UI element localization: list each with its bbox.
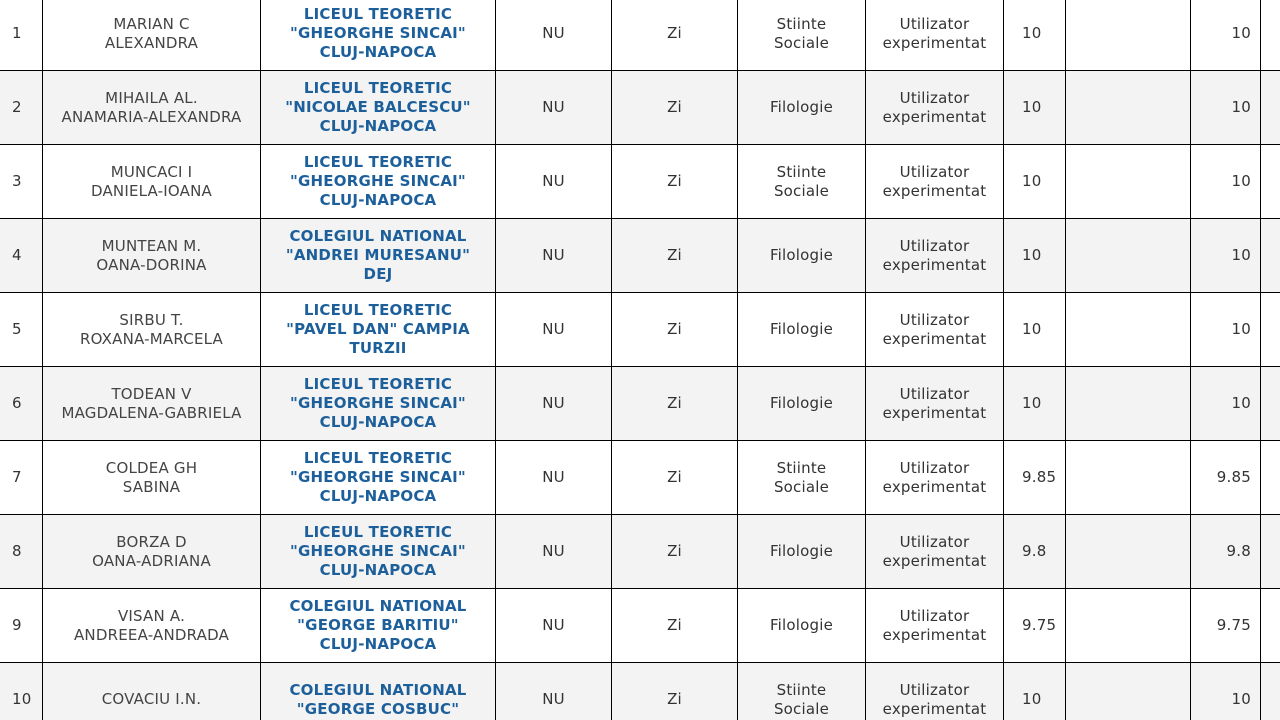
school-cell-line: "NICOLAE BALCESCU" — [285, 98, 471, 116]
row-number-cell: 10 — [0, 663, 43, 720]
final-grade-cell: 10 — [1191, 293, 1261, 367]
level-cell — [866, 515, 1004, 589]
candidate-name-cell-line: DANIELA-IOANA — [90, 181, 213, 200]
candidate-name-cell — [43, 589, 261, 663]
grade-cell: 10 — [1004, 145, 1066, 219]
school-cell — [261, 0, 496, 71]
school-cell — [261, 367, 496, 441]
level-cell-line: Utilizator — [899, 606, 970, 625]
level-cell-line: experimentat — [882, 477, 987, 496]
candidate-name-cell-line: SABINA — [122, 477, 181, 496]
school-cell-line: LICEUL TEORETIC — [303, 5, 453, 23]
table-edge-cell — [1261, 589, 1280, 663]
row-number-cell: 5 — [0, 293, 43, 367]
profile-cell — [738, 145, 866, 219]
final-grade-cell: 9.8 — [1191, 515, 1261, 589]
flag-cell: NU — [496, 367, 612, 441]
grade-cell: 10 — [1004, 219, 1066, 293]
profile-cell — [738, 367, 866, 441]
school-cell-line: CLUJ-NAPOCA — [319, 117, 437, 135]
level-cell — [866, 589, 1004, 663]
candidate-name-cell-line: MUNCACI I — [110, 162, 193, 181]
candidate-name-cell-line: MIHAILA AL. — [105, 88, 198, 107]
candidate-name-cell — [43, 219, 261, 293]
flag-cell: NU — [496, 589, 612, 663]
school-cell-line: LICEUL TEORETIC — [303, 375, 453, 393]
school-cell-line: CLUJ-NAPOCA — [319, 487, 437, 505]
candidate-name-cell-line: OANA-ADRIANA — [92, 551, 211, 570]
level-cell-line: experimentat — [882, 107, 987, 126]
level-cell-line: Utilizator — [899, 88, 970, 107]
school-cell-line: LICEUL TEORETIC — [303, 301, 453, 319]
candidate-name-cell-line: ANDREEA-ANDRADA — [73, 625, 230, 644]
row-number-cell: 1 — [0, 0, 43, 71]
level-cell-line: experimentat — [882, 329, 987, 348]
level-cell-line: experimentat — [882, 403, 987, 422]
candidate-name-cell-line: COVACIU I.N. — [101, 690, 202, 708]
flag-cell: NU — [496, 71, 612, 145]
profile-cell-line: Stiinte — [776, 458, 827, 477]
profile-cell-line: Filologie — [769, 542, 834, 560]
school-cell-line: "GEORGE COSBUC" — [296, 699, 460, 718]
level-cell-line: experimentat — [882, 255, 987, 274]
grade-cell: 10 — [1004, 367, 1066, 441]
shift-cell: Zi — [612, 367, 738, 441]
level-cell-line: experimentat — [882, 699, 987, 718]
final-grade-cell: 9.75 — [1191, 589, 1261, 663]
empty-cell — [1066, 515, 1191, 589]
flag-cell: NU — [496, 0, 612, 71]
candidate-name-cell-line: VISAN A. — [117, 606, 186, 625]
table-edge-cell — [1261, 663, 1280, 720]
school-cell — [261, 145, 496, 219]
candidate-name-cell — [43, 367, 261, 441]
school-cell — [261, 293, 496, 367]
profile-cell-line: Sociale — [773, 699, 830, 718]
table-row — [0, 589, 1280, 663]
school-cell-line: LICEUL TEORETIC — [303, 523, 453, 541]
shift-cell: Zi — [612, 145, 738, 219]
shift-cell: Zi — [612, 441, 738, 515]
school-cell — [261, 515, 496, 589]
profile-cell-line: Stiinte — [776, 162, 827, 181]
school-cell-line: CLUJ-NAPOCA — [319, 43, 437, 61]
candidate-name-cell-line: BORZA D — [116, 532, 187, 551]
shift-cell: Zi — [612, 663, 738, 720]
level-cell — [866, 71, 1004, 145]
profile-cell-line: Stiinte — [776, 680, 827, 699]
empty-cell — [1066, 663, 1191, 720]
table-edge-cell — [1261, 367, 1280, 441]
empty-cell — [1066, 145, 1191, 219]
profile-cell-line: Sociale — [773, 477, 830, 496]
row-number-cell: 3 — [0, 145, 43, 219]
school-cell-line: LICEUL TEORETIC — [303, 79, 453, 97]
level-cell-line: Utilizator — [899, 458, 970, 477]
candidate-name-cell-line: ALEXANDRA — [104, 33, 199, 52]
empty-cell — [1066, 219, 1191, 293]
shift-cell: Zi — [612, 293, 738, 367]
level-cell-line: Utilizator — [899, 236, 970, 255]
profile-cell — [738, 0, 866, 71]
school-cell-line: "GHEORGHE SINCAI" — [290, 542, 466, 560]
school-cell-line: CLUJ-NAPOCA — [319, 635, 437, 653]
grade-cell: 10 — [1004, 663, 1066, 720]
candidate-name-cell-line: MUNTEAN M. — [101, 236, 202, 255]
final-grade-cell: 9.85 — [1191, 441, 1261, 515]
school-cell — [261, 589, 496, 663]
profile-cell — [738, 515, 866, 589]
table-row — [0, 367, 1280, 441]
grade-cell: 9.8 — [1004, 515, 1066, 589]
table-edge-cell — [1261, 441, 1280, 515]
table-edge-cell — [1261, 0, 1280, 71]
level-cell — [866, 219, 1004, 293]
table-row — [0, 219, 1280, 293]
school-cell-line: "GEORGE BARITIU" — [297, 616, 459, 634]
profile-cell — [738, 219, 866, 293]
candidate-name-cell-line: ROXANA-MARCELA — [80, 329, 223, 348]
school-cell — [261, 441, 496, 515]
profile-cell — [738, 589, 866, 663]
table-row — [0, 293, 1280, 367]
school-cell-line: "GHEORGHE SINCAI" — [290, 172, 466, 190]
candidate-name-cell — [43, 663, 261, 720]
profile-cell-line: Stiinte — [776, 14, 827, 33]
table-row — [0, 71, 1280, 145]
empty-cell — [1066, 0, 1191, 71]
final-grade-cell: 10 — [1191, 71, 1261, 145]
table-row — [0, 145, 1280, 219]
level-cell-line: Utilizator — [899, 14, 970, 33]
candidate-name-cell-line: TODEAN V — [111, 384, 192, 403]
level-cell — [866, 145, 1004, 219]
candidate-name-cell-line: COLDEA GH — [105, 458, 198, 477]
empty-cell — [1066, 589, 1191, 663]
final-grade-cell: 10 — [1191, 663, 1261, 720]
school-cell-line: TURZII — [349, 339, 407, 357]
profile-cell — [738, 293, 866, 367]
school-cell — [261, 663, 496, 720]
school-cell — [261, 71, 496, 145]
school-cell-line: "PAVEL DAN" CAMPIA — [286, 320, 470, 338]
row-number-cell: 6 — [0, 367, 43, 441]
empty-cell — [1066, 71, 1191, 145]
flag-cell: NU — [496, 441, 612, 515]
school-cell-line: LICEUL TEORETIC — [303, 449, 453, 467]
candidate-name-cell — [43, 71, 261, 145]
profile-cell-line: Filologie — [769, 616, 834, 634]
table-edge-cell — [1261, 515, 1280, 589]
profile-cell-line: Filologie — [769, 320, 834, 338]
level-cell-line: experimentat — [882, 181, 987, 200]
school-cell-line: COLEGIUL NATIONAL — [289, 597, 467, 615]
profile-cell-line: Filologie — [769, 394, 834, 412]
profile-cell — [738, 663, 866, 720]
flag-cell: NU — [496, 293, 612, 367]
final-grade-cell: 10 — [1191, 0, 1261, 71]
row-number-cell: 7 — [0, 441, 43, 515]
shift-cell: Zi — [612, 515, 738, 589]
grade-cell: 9.85 — [1004, 441, 1066, 515]
level-cell — [866, 293, 1004, 367]
table-row — [0, 515, 1280, 589]
level-cell-line: Utilizator — [899, 532, 970, 551]
empty-cell — [1066, 367, 1191, 441]
final-grade-cell: 10 — [1191, 145, 1261, 219]
school-cell-line: COLEGIUL NATIONAL — [289, 680, 467, 699]
row-number-cell: 2 — [0, 71, 43, 145]
candidate-name-cell-line: MAGDALENA-GABRIELA — [61, 403, 242, 422]
shift-cell: Zi — [612, 219, 738, 293]
table-edge-cell — [1261, 145, 1280, 219]
level-cell-line: experimentat — [882, 551, 987, 570]
candidate-name-cell — [43, 515, 261, 589]
level-cell-line: experimentat — [882, 33, 987, 52]
table-edge-cell — [1261, 71, 1280, 145]
school-cell-line: DEJ — [363, 265, 393, 283]
school-cell-line: "GHEORGHE SINCAI" — [290, 24, 466, 42]
profile-cell — [738, 71, 866, 145]
row-number-cell: 8 — [0, 515, 43, 589]
level-cell-line: Utilizator — [899, 680, 970, 699]
candidate-name-cell-line: MARIAN C — [113, 14, 190, 33]
school-cell-line: COLEGIUL NATIONAL — [289, 227, 467, 245]
candidate-name-cell-line: ANAMARIA-ALEXANDRA — [61, 107, 242, 126]
table-edge-cell — [1261, 219, 1280, 293]
empty-cell — [1066, 293, 1191, 367]
school-cell-line: "GHEORGHE SINCAI" — [290, 394, 466, 412]
school-cell-line: CLUJ-NAPOCA — [319, 413, 437, 431]
shift-cell: Zi — [612, 589, 738, 663]
row-number-cell: 9 — [0, 589, 43, 663]
level-cell-line: experimentat — [882, 625, 987, 644]
level-cell-line: Utilizator — [899, 162, 970, 181]
row-number-cell: 4 — [0, 219, 43, 293]
candidate-name-cell — [43, 0, 261, 71]
grade-cell: 10 — [1004, 71, 1066, 145]
table-row — [0, 0, 1280, 71]
flag-cell: NU — [496, 663, 612, 720]
candidate-name-cell — [43, 293, 261, 367]
flag-cell: NU — [496, 515, 612, 589]
final-grade-cell: 10 — [1191, 367, 1261, 441]
profile-cell-line: Filologie — [769, 246, 834, 264]
profile-cell-line: Sociale — [773, 181, 830, 200]
candidate-name-cell-line: OANA-DORINA — [96, 255, 207, 274]
table-row — [0, 441, 1280, 515]
school-cell-line: "ANDREI MURESANU" — [285, 246, 471, 264]
school-cell-line: CLUJ-NAPOCA — [319, 561, 437, 579]
school-cell-line: "GHEORGHE SINCAI" — [290, 468, 466, 486]
level-cell-line: Utilizator — [899, 310, 970, 329]
shift-cell: Zi — [612, 0, 738, 71]
profile-cell — [738, 441, 866, 515]
flag-cell: NU — [496, 145, 612, 219]
grade-cell: 9.75 — [1004, 589, 1066, 663]
profile-cell-line: Filologie — [769, 98, 834, 116]
flag-cell: NU — [496, 219, 612, 293]
school-cell-line: CLUJ-NAPOCA — [319, 191, 437, 209]
candidate-name-cell — [43, 441, 261, 515]
grade-cell: 10 — [1004, 293, 1066, 367]
grade-cell: 10 — [1004, 0, 1066, 71]
candidate-name-cell — [43, 145, 261, 219]
final-grade-cell: 10 — [1191, 219, 1261, 293]
table-edge-cell — [1261, 293, 1280, 367]
table-row — [0, 663, 1280, 720]
school-cell — [261, 219, 496, 293]
school-cell-line: LICEUL TEORETIC — [303, 153, 453, 171]
shift-cell: Zi — [612, 71, 738, 145]
level-cell-line: Utilizator — [899, 384, 970, 403]
candidate-name-cell-line: SIRBU T. — [119, 310, 184, 329]
level-cell — [866, 441, 1004, 515]
profile-cell-line: Sociale — [773, 33, 830, 52]
level-cell — [866, 367, 1004, 441]
empty-cell — [1066, 441, 1191, 515]
level-cell — [866, 663, 1004, 720]
level-cell — [866, 0, 1004, 71]
